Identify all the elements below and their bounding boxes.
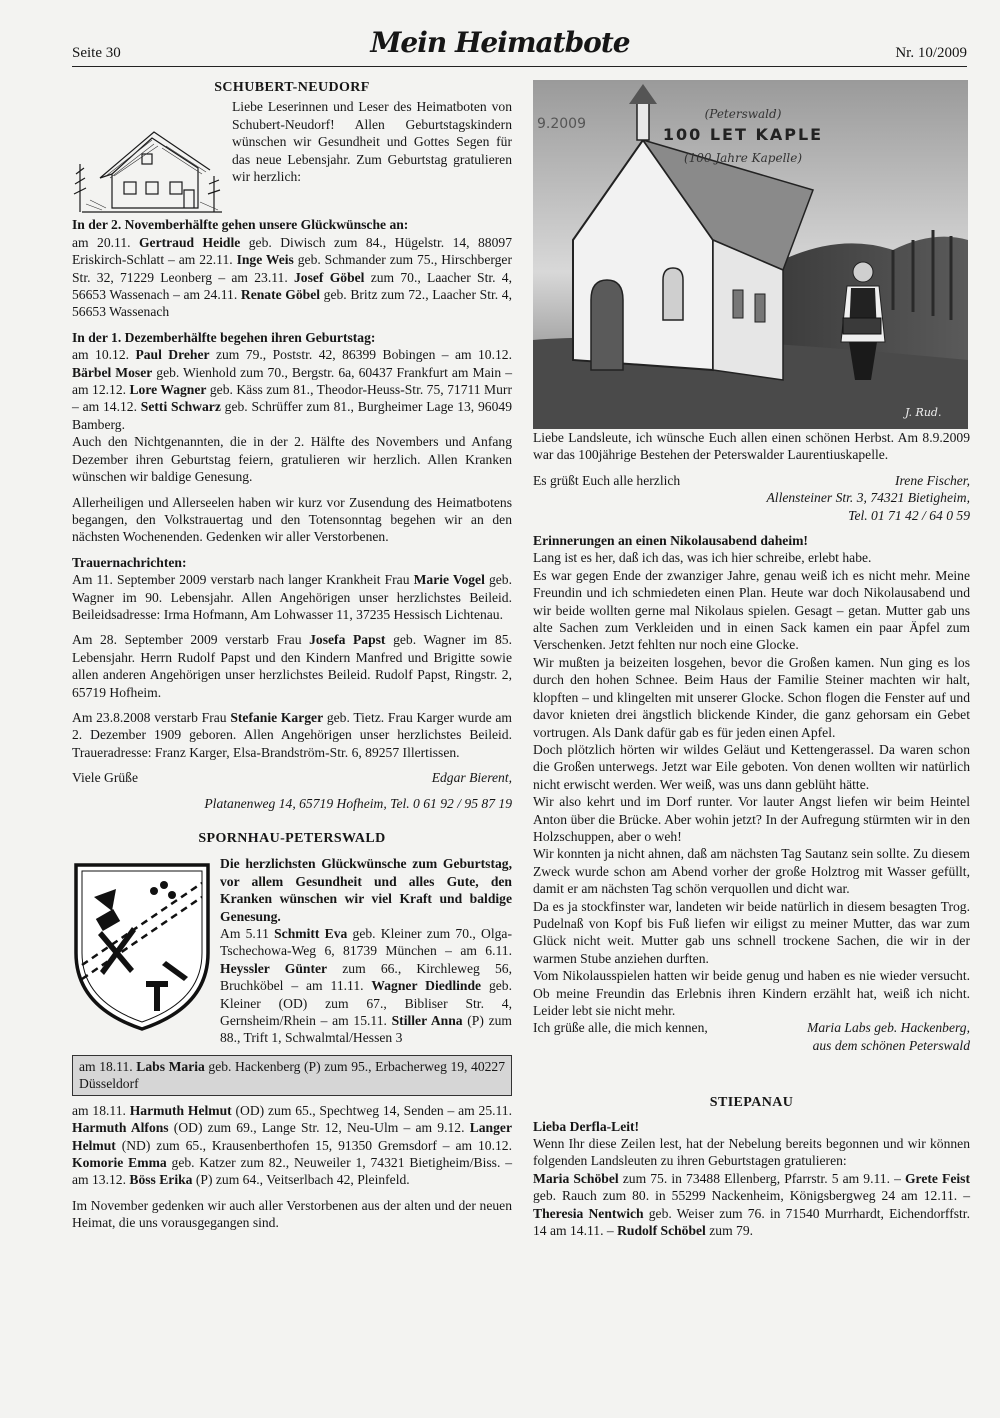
person-name: Josef Göbel (294, 269, 365, 285)
story-p1: Lang ist es her, daß ich das, was ich hier schreibe, erlebt habe. (533, 550, 872, 566)
highlighted-birthday-box (72, 1055, 512, 1096)
story-p7: Da es ja stockfinster war, landeten wir beide natürlich in diesem besagten Trog. Pudelnaß von Kopf bis Fuß liefen wir eiligst zu meiner Mutter, das war zum Glück nicht weit. Mutter gab uns schnell trockene Sachen, die wir in der warmen Stube anziehen durften. (533, 898, 970, 966)
photo-caption-line2: 100 LET KAPLE (662, 125, 824, 144)
person-name: Inge Weis (236, 252, 294, 268)
person-name: Harmuth Helmut (129, 1102, 232, 1118)
page-number: Seite 30 (72, 45, 121, 61)
stiepanau-salutation: Lieba Derfla-Leit! (533, 1118, 640, 1134)
person-name: Bärbel Moser (72, 364, 153, 380)
nov-birthdays: am 20.11. Gertraud Heidle geb. Diwisch zum 84., Hügelstr. 14, 88097 Eriskirch-Schlatt – am 22.11. Inge Weis geb. Schmander zum 75., Hirschberger Str. 32, 71229 Leonberg – am 23.11. Josef Göbel zum 70., Laacher Str. 4, 56653 Wassenach – am 24.11. Renate Göbel geb. Britz zum 72., Laacher Str. 4, 56653 Wassenach (72, 234, 512, 320)
story-p5: Wir also kehrt und im Dorf runter. Vor lauter Angst liefen wir beim Heintel Anton über die Brücke. Aber wohin jetzt? In der Aufregung stürmten wir in den Holzschuppen, aber o weh! (533, 794, 970, 844)
person-name: Paul Dreher (135, 347, 210, 363)
person-name: Schmitt Eva (274, 926, 348, 942)
person-name: Stiller Anna (391, 1013, 463, 1029)
signature-name: Edgar Bierent, (431, 770, 512, 786)
section-title-schubert: SCHUBERT-NEUDORF (214, 80, 370, 95)
person-name: Stefanie Karger (230, 709, 324, 725)
trauer-notice-1: Am 11. September 2009 verstarb nach langer Krankheit Frau Marie Vogel geb. Wagner im 90. Lebensjahr. Allen Angehörigen unser herzlichstes Beileid. Beileidsadresse: Irma Hofmann, Am Lohwasser 11, 37235 Hessisch Lichtenau. (72, 572, 512, 622)
person-name: Wagner Diedlinde (371, 978, 482, 994)
story-p4: Doch plötzlich hörten wir wildes Geläut und Kettengerassel. Da waren schon die Großen unterwegs. Jetzt war Eile geboten. Von denen wollten wir natürlich nicht erwischt werden. Wer weiß, was uns dann geblüht hätte. (533, 741, 970, 792)
trauer-heading: Trauernachrichten: (72, 554, 187, 570)
header-rule (72, 66, 967, 67)
highlighted-birthday: am 18.11. Labs Maria geb. Hackenberg (P) zum 95., Erbacherweg 19, 40227 Düsseldorf (79, 1058, 506, 1092)
caption-address: Allensteiner Str. 3, 74321 Bietigheim, (766, 490, 970, 506)
story-signature-line (533, 1019, 970, 1036)
photo-date-stamp: 9.2009 (537, 116, 586, 132)
schubert-intro: Liebe Leserinnen und Leser des Heimatboten von Schubert-Neudorf! Allen Geburtstagskindern wünschen wir Gesundheit und Gottes Segen für das neue Lebensjahr. Zum Geburtstag gratulieren wir herzlich: (232, 99, 512, 185)
photo-signature: J. Rud. (905, 406, 942, 419)
unnamed-greeting: Auch den Nichtgenannten, die in der 2. Hälfte des Novembers und Anfang Dezember ihren Geburtstag feiern, gratulieren wir herzlich. Allen Kranken wünschen wir baldige Genesung. (72, 434, 512, 485)
story-p6: Wir konnten ja nicht ahnen, daß am nächsten Tag Sautanz sein sollte. Zu diesem Zweck wurde schon am Abend vorher der große Holztrog mit Wasser gefüllt, damit er am nächsten Tag schön verquollen und dicht war. (533, 846, 970, 897)
stiepanau-birthdays: Maria Schöbel zum 75. in 73488 Ellenberg, Pfarrstr. 5 am 9.11. – Grete Feist geb. Rauch zum 80. in 55299 Nackenheim, Königsbergweg 24 am 12.11. – Theresia Nentwich geb. Weiser zum 76. in 71540 Murrhardt, Eichendorffstr. 14 am 14.11. – Rudolf Schöbel zum 79. (533, 1170, 970, 1239)
person-name: Grete Feist (904, 1170, 970, 1186)
signature-address: Platanenweg 14, 65719 Hofheim, Tel. 0 61 92 / 95 87 19 (204, 795, 512, 811)
person-name: Renate Göbel (240, 287, 321, 303)
chapel-photo-image (533, 80, 968, 429)
person-name: Harmuth Alfons (72, 1120, 169, 1136)
story-p3: Wir mußten ja beizeiten losgehen, bevor die Großen kamen. Nun ging es los durch den hohen Schnee. Beim Haus der Familie Steiner machten wir halt, klopften – und klingelten mit unserer Glocke. Schon flogen die Fenster auf und davor knieten drei ängstlich blickende Kinder, die ganz gehorsam ein Gebet vortrugen. Als Dank dafür gab es für jeden einen Apfel. (533, 654, 970, 740)
greeting-text: Viele Grüße (72, 770, 138, 786)
dec-heading: In der 1. Dezemberhälfte begehen ihren Geburtstag: (72, 329, 376, 345)
story-p2: Es war gegen Ende der zwanziger Jahre, genau weiß ich es nicht mehr. Meine Freundin und ich schmiedeten einen Plan. Heute war doch Nikolausabend und wir beide wollten gerne mal Nikolaus spielen. Gesagt – getan. Mutter gab uns alte Sachen zum Verkleiden und in einen Sack kamen ein paar Äpfel zum Verschenken. Jetzt fehlten nur noch eine Glocke. (533, 567, 970, 653)
photo-caption-line1: (Peterswald) (704, 107, 782, 121)
caption-greeting: Es grüßt Euch alle herzlich (533, 472, 681, 488)
chapel-photo (533, 80, 968, 429)
schubert-signature-line (72, 769, 512, 786)
spornhau-intro: Die herzlichsten Glückwünsche zum Geburtstag, vor allem Gesundheit und alles Gute, den Kranken wünschen wir viel Kraft und baldige Genesung. (220, 856, 512, 924)
person-name: Maria Schöbel (533, 1170, 619, 1186)
nov-heading: In der 2. Novemberhälfte gehen unsere Glückwünsche an: (72, 217, 409, 233)
caption-signature-line (533, 472, 970, 489)
trauer-notice-3: Am 23.8.2008 verstarb Frau Stefanie Karger geb. Tietz. Frau Karger wurde am 2. Dezember 1909 geboren. Allen Angehörigen unser herzlichstes Beileid. Traueradresse: Franz Karger, Elsa-Brandström-Str. 6, 89257 Illertissen. (72, 709, 513, 760)
stiepanau-intro: Wenn Ihr diese Zeilen lest, hat der Nebelung bereits begonnen und wir können folgenden Landsleuten zu ihren Geburtstagen gratulieren: (533, 1136, 970, 1169)
spornhau-closing: Im November gedenken wir auch aller Verstorbenen aus der alten und der neuen Heimat, die uns vorausgegangen sind. (72, 1197, 512, 1231)
person-name: Heyssler Günter (220, 960, 328, 976)
right-column (533, 80, 970, 1239)
story-signature-name: Maria Labs geb. Hackenberg, (807, 1020, 970, 1036)
story-p8: Vom Nikolausspielen hatten wir beide genug und haben es nie wieder versucht. Ob meine Freundin das Erlebnis ihren Kindern erzählt hat, weiß ich nicht. Leider lebt sie nicht mehr. (533, 968, 970, 1018)
person-name: Lore Wagner (129, 382, 207, 398)
caption-name: Irene Fischer, (895, 472, 970, 488)
farmhouse-illustration (72, 124, 226, 216)
caption-phone: Tel. 01 71 42 / 64 0 59 (848, 507, 970, 523)
issue-number: Nr. 10/2009 (895, 45, 967, 61)
photo-caption: Liebe Landsleute, ich wünsche Euch allen einen schönen Herbst. Am 8.9.2009 war das 100jährige Bestehen der Peterswalder Laurentiuskapelle. (533, 430, 970, 463)
allerheiligen-paragraph: Allerheiligen und Allerseelen haben wir kurz vor Zusendung des Heimatbotens begangen, den Volkstrauertag und den Totensonntag begehen wir an den nächsten Wochenenden. Gedenken wir aller Verstorbenen. (72, 494, 512, 545)
trauer-notice-2: Am 28. September 2009 verstarb Frau Josefa Papst geb. Wagner im 85. Lebensjahr. Herrn Rudolf Papst und den Kindern Manfred und Brigitte sowie allen anderen Angehörigen unser herzlichstes Beileid. Rudolf Papst, Ringstr. 2, 65719 Hofheim. (72, 632, 512, 700)
masthead: Mein Heimatbote (370, 26, 630, 59)
person-name: Theresia Nentwich (533, 1205, 644, 1221)
left-column (72, 79, 512, 1232)
person-name: Rudolf Schöbel (617, 1223, 706, 1239)
coat-of-arms-emblem (72, 861, 212, 1033)
person-name: Setti Schwarz (140, 399, 221, 415)
person-name: Langer Helmut (72, 1120, 512, 1153)
story-signature-place: aus dem schönen Peterswald (812, 1037, 970, 1053)
person-name: Komorie Emma (72, 1154, 167, 1170)
person-name: Josefa Papst (309, 632, 386, 648)
spornhau-birthdays-2: am 18.11. Harmuth Helmut (OD) zum 65., Spechtweg 14, Senden – am 25.11. Harmuth Alfons (OD) zum 69., Lange Str. 12, Neu-Ulm – am 9.12. Langer Helmut (ND) zum 65., Krausenberthofen 15, 91350 Gremsdorf – am 10.12. Komorie Emma geb. Katzer zum 82., Neuweiler 1, 74321 Bietigheim/Biss. – am 13.12. Böss Erika (P) zum 64., Veitserlbach 42, Pleinfeld. (72, 1102, 513, 1188)
person-name: Böss Erika (129, 1172, 193, 1188)
section-title-stiepanau: STIEPANAU (709, 1095, 794, 1111)
story-greeting: Ich grüße alle, die mich kennen, (533, 1020, 708, 1036)
dec-birthdays: am 10.12. Paul Dreher zum 79., Poststr. 42, 86399 Bobingen – am 10.12. Bärbel Moser geb. Wienhold zum 70., Bergstr. 6a, 60437 Frankfurt am Main – am 12.12. Lore Wagner geb. Käss zum 81., Theodor-Heuss-Str. 75, 71711 Murr – am 14.12. Setti Schwarz geb. Schrüffer zum 81., Burgheimer Lage 13, 96049 Bamberg. (72, 347, 513, 432)
photo-caption-line3: (100 Jahre Kapelle) (683, 151, 803, 165)
person-name: Gertraud Heidle (138, 234, 241, 250)
person-name: Labs Maria (136, 1058, 205, 1074)
story-heading: Erinnerungen an einen Nikolausabend daheim! (533, 533, 808, 549)
person-name: Marie Vogel (413, 572, 485, 588)
section-title-spornhau: SPORNHAU-PETERSWALD (198, 831, 386, 846)
spornhau-birthdays-1: Am 5.11 Schmitt Eva geb. Kleiner zum 70., Olga-Tschechowa-Weg 6, 81739 München – am 6.11. Heyssler Günter zum 66., Kirchleweg 56, Bruchköbel – am 11.11. Wagner Diedlinde geb. Kleiner (OD) zum 67., Bibliser Str. 4, Gernsheim/Rhein – am 15.11. Stiller Anna (P) zum 88., Trift 1, Schwalmtal/Hessen 3 (220, 926, 512, 1046)
